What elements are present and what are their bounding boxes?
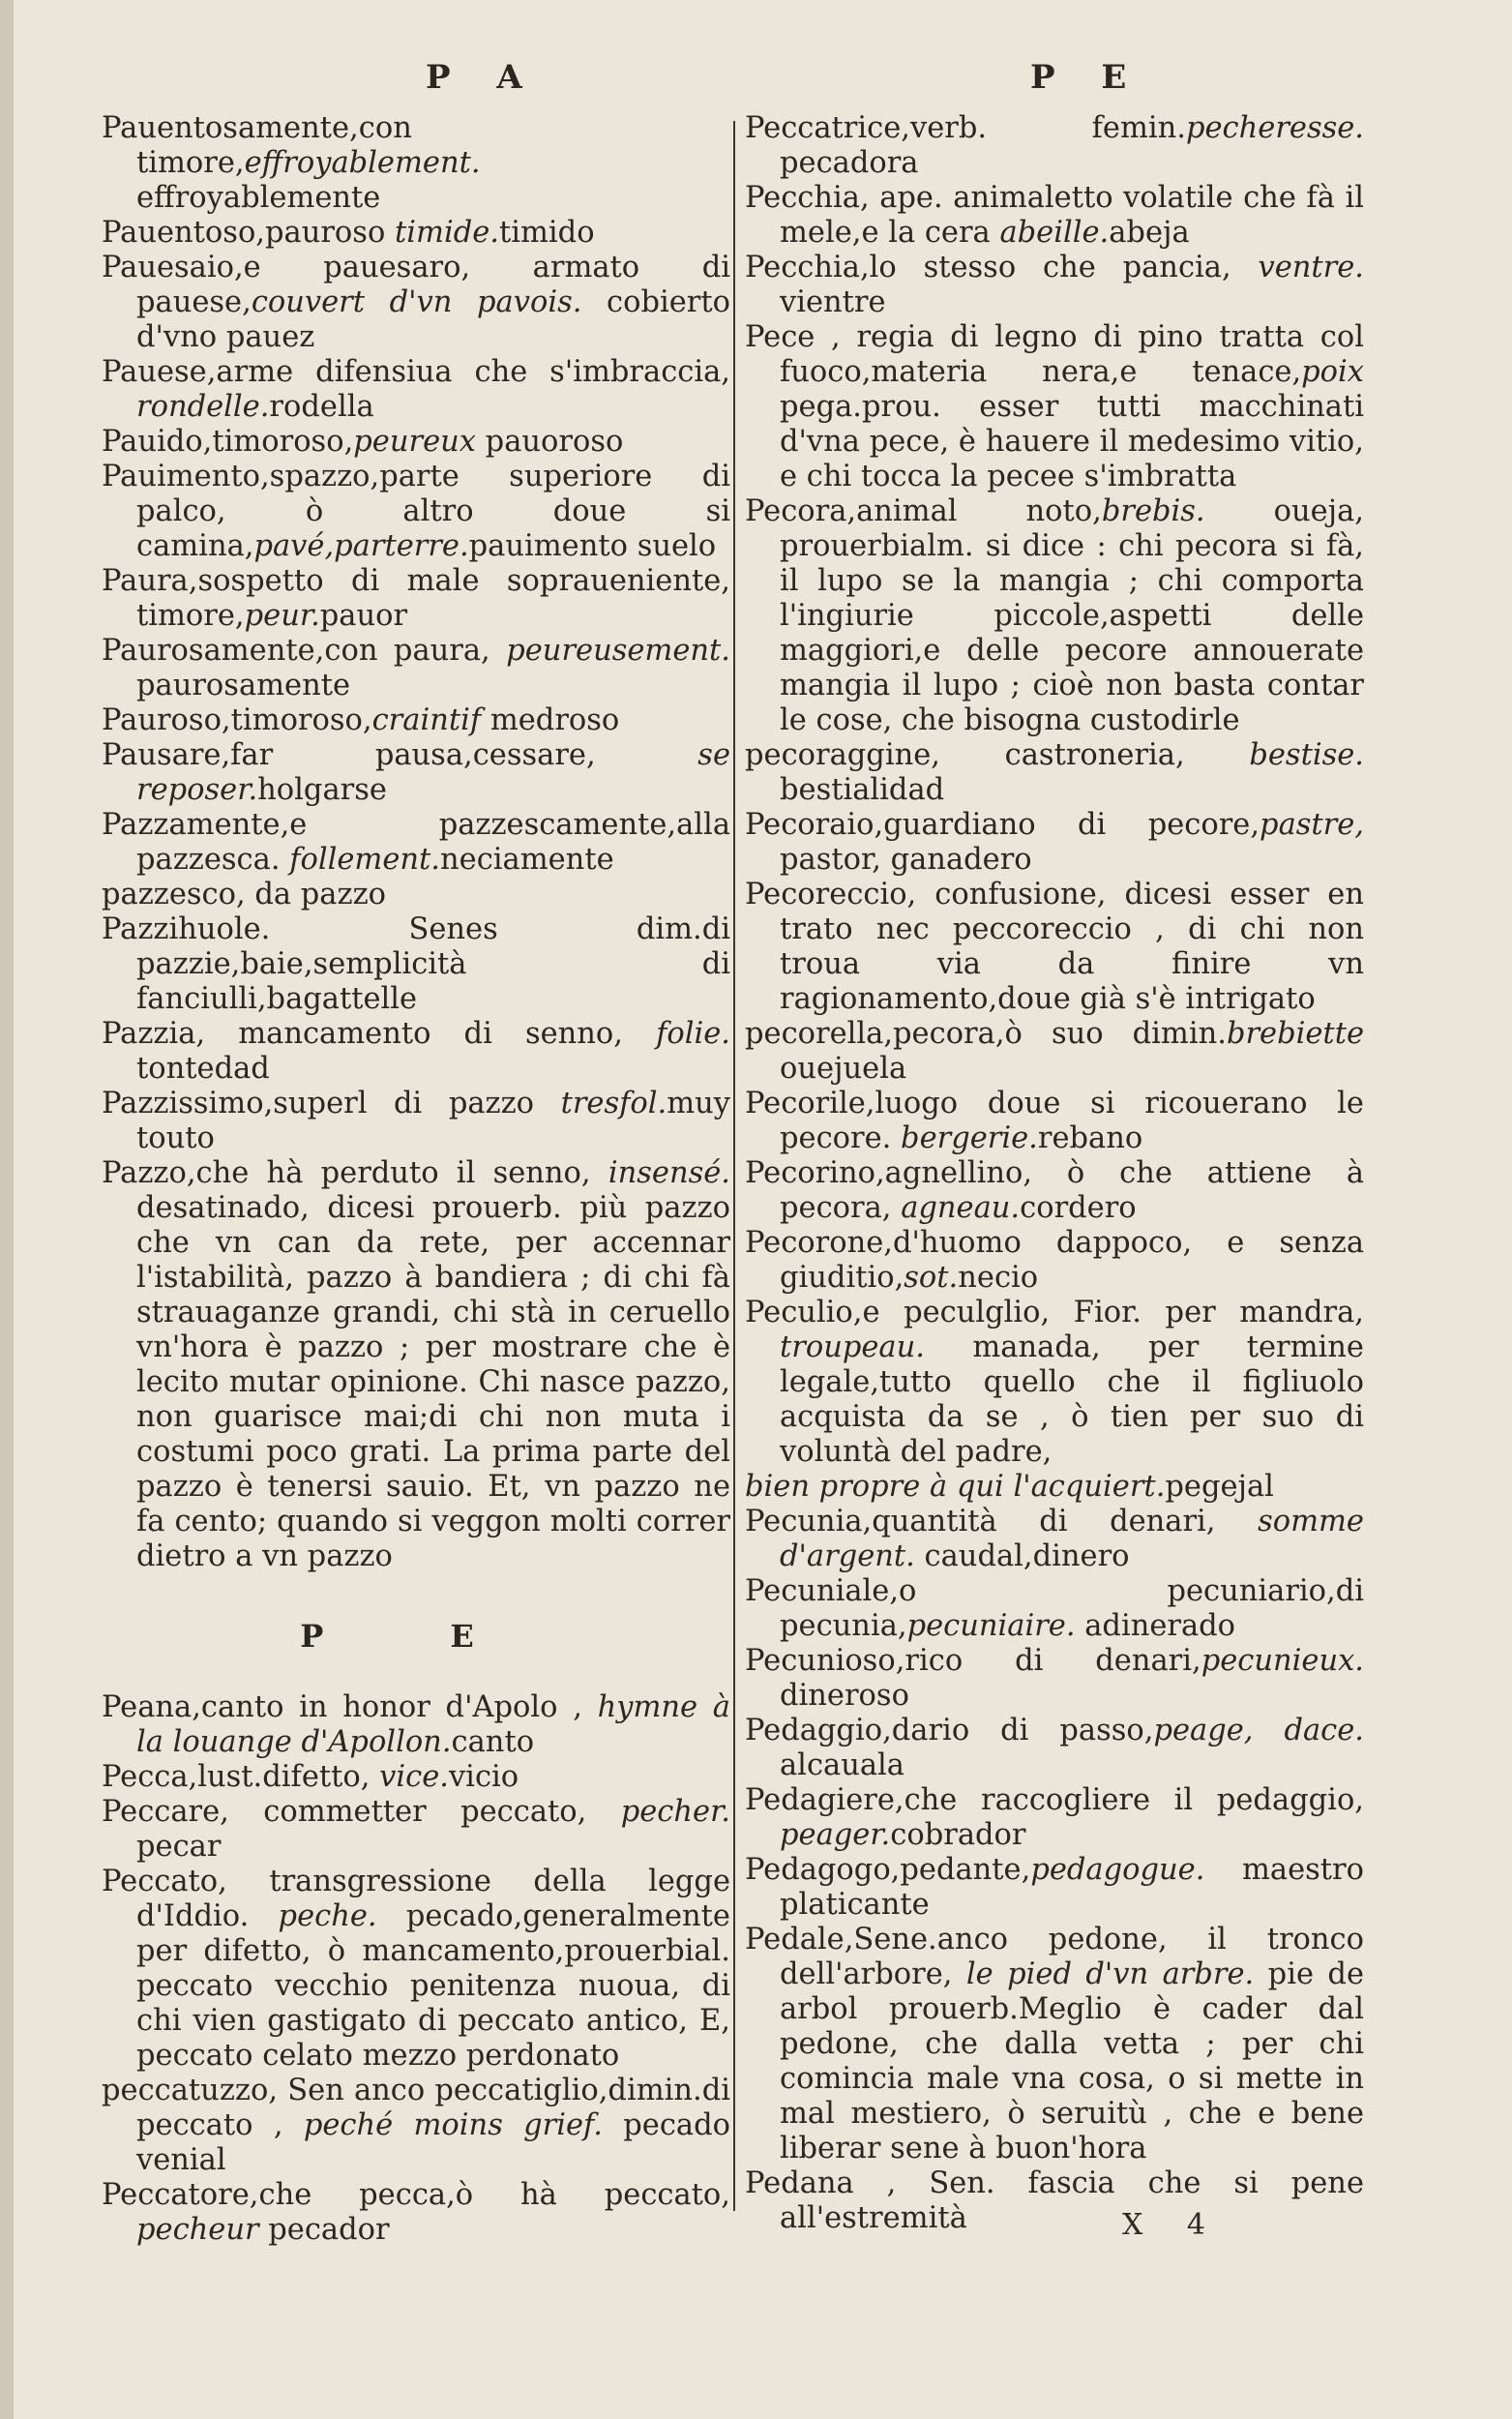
dictionary-entry [102, 808, 730, 878]
entry-french: bien propre à qui l'acquiert. [745, 1470, 1166, 1504]
column-divider [733, 121, 735, 2211]
dictionary-entry [102, 1760, 730, 1795]
dictionary-entry [102, 634, 730, 703]
entry-spanish: medroso [481, 703, 620, 737]
entry-french: abeille. [999, 216, 1110, 250]
dictionary-entry [745, 1783, 1364, 1853]
entry-spanish: vientre [780, 285, 886, 319]
dictionary-entry [102, 1690, 730, 1760]
entry-french: pecunieux. [1201, 1644, 1364, 1678]
dictionary-entry [745, 251, 1364, 320]
entry-french: poix [1301, 355, 1364, 389]
entry-spanish: oueja, prouerbialm. si dice : chi pecora si fà, il lupo se la mangia ; chi comporta l'ingiurie piccole,aspetti delle maggiori,e delle pecore annouerate mangia il lupo ; cioè non basta contar le cose, che bisogna custodirle [780, 494, 1364, 737]
dictionary-entry [102, 460, 730, 564]
entry-headword: Pedana , Sen. fascia che si pene all'estremità [745, 2166, 1364, 2235]
entry-headword: pazzesco, da pazzo [102, 878, 386, 911]
signature-mark: X 4 [1122, 2208, 1223, 2242]
entry-french: folie. [656, 1017, 730, 1051]
right-column [745, 111, 1364, 2236]
entry-french: brebiette [1226, 1017, 1364, 1051]
right-running-head: P E [1030, 58, 1144, 97]
dictionary-entry [745, 1644, 1364, 1714]
dictionary-entry [745, 878, 1364, 1017]
entry-french: couvert d'vn pavois. [251, 285, 582, 319]
dictionary-entry [745, 181, 1364, 251]
entry-spanish: manada, per termine legale,tutto quello che il figliuolo acquista da se , ò tien per suo di voluntà del padre, [780, 1330, 1364, 1469]
entry-spanish: muy touto [136, 1087, 730, 1155]
entry-french: rondelle. [136, 390, 270, 424]
dictionary-entry [745, 1296, 1364, 1470]
entry-spanish: pecado,generalmente per difetto, ò mancamento,prouerbial. peccato vecchio penitenza nuoua, di chi vien gastigato di peccato antico, E, peccato celato mezzo perdonato [136, 1899, 730, 2073]
entry-french: le pied d'vn arbre. [965, 1957, 1255, 1991]
entry-spanish: cordero [1020, 1191, 1137, 1225]
entry-french: se reposer. [136, 738, 730, 807]
entry-headword: Pauimento,spazzo,parte superiore di palco, ò altro doue si camina, [102, 460, 730, 563]
entry-spanish: pecadora [780, 146, 919, 180]
entry-spanish: tontedad [136, 1052, 270, 1086]
entry-headword: Pecunioso,rico di denari, [745, 1644, 1201, 1678]
entry-headword: Pauroso,timoroso, [102, 703, 372, 737]
entry-spanish: holgarse [257, 773, 387, 807]
entry-headword: Pedagiere,che raccogliere il pedaggio, [745, 1783, 1364, 1817]
entry-french: brebis. [1101, 494, 1205, 528]
dictionary-entry [102, 355, 730, 425]
entry-french: vice. [379, 1760, 449, 1794]
entry-french: agneau. [901, 1191, 1021, 1225]
entry-headword: Pecuniale,o pecuniario,di pecunia, [745, 1574, 1364, 1643]
entry-spanish: canto [451, 1725, 535, 1759]
entry-headword: Pauido,timoroso, [102, 425, 354, 459]
dictionary-entry [102, 1865, 730, 2074]
entry-french: pecuniaire. [906, 1609, 1076, 1643]
dictionary-entry [745, 1923, 1364, 2166]
entry-spanish: pecado venial [136, 2108, 730, 2177]
entry-french: peage, dace. [1153, 1714, 1364, 1747]
entry-french: pecheur [136, 2213, 259, 2247]
entry-headword: Pedale,Sene.anco pedone, il tronco dell'arbore, [745, 1923, 1364, 1991]
entry-headword: Pauese,arme difensiua che s'imbraccia, [102, 355, 730, 389]
entry-spanish: pecador [258, 2213, 390, 2247]
entry-spanish: rebano [1037, 1121, 1143, 1155]
entry-french: hymne à la louange d'Apollon. [136, 1690, 730, 1759]
entry-french: peager. [780, 1818, 891, 1852]
entry-headword: Pazzia, mancamento di senno, [102, 1017, 657, 1051]
entry-spanish: rodella [269, 390, 374, 424]
entry-headword: Pecunia,quantità di denari, [745, 1505, 1259, 1538]
entry-french: somme d'argent. [780, 1505, 1364, 1573]
entry-headword: Paurosamente,con paura, [102, 634, 507, 668]
entry-spanish: cobrador [890, 1818, 1026, 1852]
dictionary-entry [745, 1226, 1364, 1296]
dictionary-entry [745, 1470, 1364, 1505]
dictionary-entry [102, 1087, 730, 1156]
entry-french: tresfol. [560, 1087, 667, 1120]
entry-spanish: desatinado, dicesi prouerb. più pazzo che vn can da rete, per accennar l'istabilità, pazzo à bandiera ; di chi fà strauaganze grandi, chi stà in ceruello vn'hora è pazzo ; per mostrare che è lecito mutar opinione. Chi nasce pazzo, non guarisce mai;di chi non muta i costumi poco grati. La prima parte del pazzo è tenersi sauio. Et, vn pazzo ne fa cento; quando si veggon molti correr dietro a vn pazzo [136, 1191, 730, 1573]
dictionary-entry [745, 1574, 1364, 1644]
entry-french: bestise. [1249, 738, 1364, 772]
entry-french: pastre, [1260, 808, 1364, 842]
dictionary-entry [102, 2074, 730, 2178]
dictionary-entry [102, 1795, 730, 1865]
dictionary-entry [745, 1505, 1364, 1574]
entry-spanish: abeja [1109, 216, 1190, 250]
dictionary-entry [102, 2178, 730, 2248]
dictionary-entry [745, 1087, 1364, 1156]
entry-french: pecheresse. [1185, 111, 1364, 145]
entry-french: follement. [289, 843, 440, 877]
dictionary-entry [102, 738, 730, 808]
right-entries [745, 111, 1364, 2236]
entry-spanish: pastor, ganadero [780, 843, 1032, 877]
dictionary-entry [102, 216, 730, 251]
entry-spanish: ouejuela [780, 1052, 907, 1086]
entry-spanish: adinerado [1075, 1609, 1236, 1643]
entry-spanish: paurosamente [136, 669, 351, 702]
dictionary-entry [745, 1714, 1364, 1783]
entry-spanish: pega.prou. esser tutti macchinati d'vna pece, è hauere il medesimo vitio, e chi tocca la pecee s'imbratta [780, 390, 1364, 493]
entry-headword: peccatuzzo, Sen anco peccatiglio,dimin.di peccato , [102, 2074, 730, 2142]
entry-spanish: cobierto d'vno pauez [136, 285, 731, 354]
entry-headword: Pauentosamente,con timore, [102, 111, 412, 180]
entry-spanish: maestro platicante [780, 1853, 1364, 1922]
dictionary-entry [102, 425, 730, 460]
entry-headword: Peculio,e peculglio, Fior. per mandra, [745, 1296, 1364, 1329]
entry-headword: Peccatrice,verb. femin. [745, 111, 1186, 145]
entry-headword: Pecora,animal noto, [745, 494, 1102, 528]
entry-french: sot. [904, 1261, 959, 1295]
entry-spanish: pie de arbol prouerb.Meglio è cader dal pedone, che dalla vetta ; per chi comincia male vna cosa, o si mette in mal mestiero, ò seruitù , che e bene liberar sene à buon'hora [780, 1957, 1365, 2165]
dictionary-entry [102, 912, 730, 1017]
dictionary-entry [745, 320, 1364, 494]
entry-french: craintif [371, 703, 482, 737]
left-entries [102, 111, 730, 1574]
entry-headword: Pecorile,luogo doue si ricouerano le pecore. [745, 1087, 1364, 1155]
entry-french: pedagogue. [1030, 1853, 1205, 1887]
entry-headword: Pece , regia di legno di pino tratta col fuoco,materia nera,e tenace, [745, 320, 1364, 389]
entry-headword: Pecorone,d'huomo dappoco, e senza giuditio, [745, 1226, 1364, 1295]
entry-spanish: effroyablemente [136, 181, 381, 215]
dictionary-entry [745, 2166, 1364, 2236]
left-column [102, 111, 730, 2248]
entry-french: pecher. [620, 1795, 730, 1829]
entry-spanish: pauor [319, 599, 408, 633]
entry-headword: Pazzamente,e pazzescamente,alla pazzesca. [102, 808, 730, 877]
entry-headword: Pazzo,che hà perduto il senno, [102, 1156, 608, 1190]
entry-headword: Pauentoso,pauroso [102, 216, 396, 250]
entry-headword: Pecorino,agnellino, ò che attiene à pecora, [745, 1156, 1364, 1225]
entry-french: peche. [278, 1899, 377, 1933]
dictionary-entry [745, 111, 1364, 181]
entry-headword: Peccatore,che pecca,ò hà peccato, [102, 2178, 730, 2212]
entry-french: pavé,parterre. [253, 529, 469, 563]
entry-french: troupeau. [780, 1330, 925, 1364]
dictionary-entry [102, 1017, 730, 1087]
entry-headword: Peana,canto in honor d'Apolo , [102, 1690, 598, 1724]
entry-spanish: pecar [136, 1830, 222, 1864]
left-entries-2 [102, 1690, 730, 2248]
entry-french: peché moins grief. [303, 2108, 603, 2142]
dictionary-entry [102, 564, 730, 634]
dictionary-entry [102, 251, 730, 355]
dictionary-entry [102, 111, 730, 216]
entry-spanish: pegejal [1165, 1470, 1274, 1504]
entry-headword: Pedaggio,dario di passo, [745, 1714, 1154, 1747]
entry-headword: Pausare,far pausa,cessare, [102, 738, 698, 772]
entry-headword: Pazzissimo,superl di pazzo [102, 1087, 561, 1120]
entry-french: peur. [244, 599, 320, 633]
dictionary-entry [102, 703, 730, 738]
dictionary-entry [745, 738, 1364, 808]
dictionary-entry [102, 878, 730, 912]
dictionary-entry [745, 1017, 1364, 1087]
dictionary-entry [102, 1156, 730, 1574]
entry-french: effroyablement. [244, 146, 481, 180]
dictionary-entry [745, 808, 1364, 878]
entry-french: peureux [353, 425, 476, 459]
entry-spanish: dineroso [780, 1679, 909, 1713]
left-running-head: P A [426, 58, 540, 97]
entry-spanish: pauoroso [475, 425, 624, 459]
entry-headword: Paura,sospetto di male sopraueniente, timore, [102, 564, 730, 633]
entry-headword: Pedagogo,pedante, [745, 1853, 1031, 1887]
entry-french: peureusement. [506, 634, 730, 668]
entry-headword: pecorella,pecora,ò suo dimin. [745, 1017, 1227, 1051]
entry-headword: pecoraggine, castroneria, [745, 738, 1250, 772]
entry-headword: Pecca,lust.difetto, [102, 1760, 380, 1794]
entry-spanish: vicio [448, 1760, 519, 1794]
entry-headword: Pecoraio,guardiano di pecore, [745, 808, 1260, 842]
entry-french: timide. [395, 216, 499, 250]
entry-headword: Pazzihuole. Senes dim.di pazzie,baie,semplicità di fanciulli,bagattelle [102, 912, 730, 1016]
entry-headword: Peccato, transgressione della legge d'Iddio. [102, 1865, 730, 1933]
entry-headword: Pecchia, ape. animaletto volatile che fà il mele,e la cera [745, 181, 1364, 250]
entry-headword: Pauesaio,e pauesaro, armato di pauese, [102, 251, 730, 319]
dictionary-entry [745, 494, 1364, 738]
entry-spanish: neciamente [440, 843, 614, 877]
entry-spanish: caudal,dinero [914, 1539, 1130, 1573]
section-title: P E [300, 1618, 532, 1655]
entry-headword: Pecchia,lo stesso che pancia, [745, 251, 1259, 284]
entry-french: bergerie. [901, 1121, 1038, 1155]
entry-spanish: pauimento suelo [468, 529, 717, 563]
entry-spanish: necio [958, 1261, 1039, 1295]
entry-french: insensé. [608, 1156, 730, 1190]
entry-headword: Peccare, commetter peccato, [102, 1795, 621, 1829]
entry-spanish: bestialidad [780, 773, 945, 807]
entry-headword: Pecoreccio, confusione, dicesi esser en trato nec peccoreccio , di chi non troua via da finire vn ragionamento,doue già s'è intrigato [745, 878, 1364, 1016]
dictionary-entry [745, 1156, 1364, 1226]
dictionary-entry [745, 1853, 1364, 1923]
entry-french: ventre. [1258, 251, 1364, 284]
entry-spanish: timido [498, 216, 595, 250]
entry-spanish: alcauala [780, 1748, 904, 1782]
